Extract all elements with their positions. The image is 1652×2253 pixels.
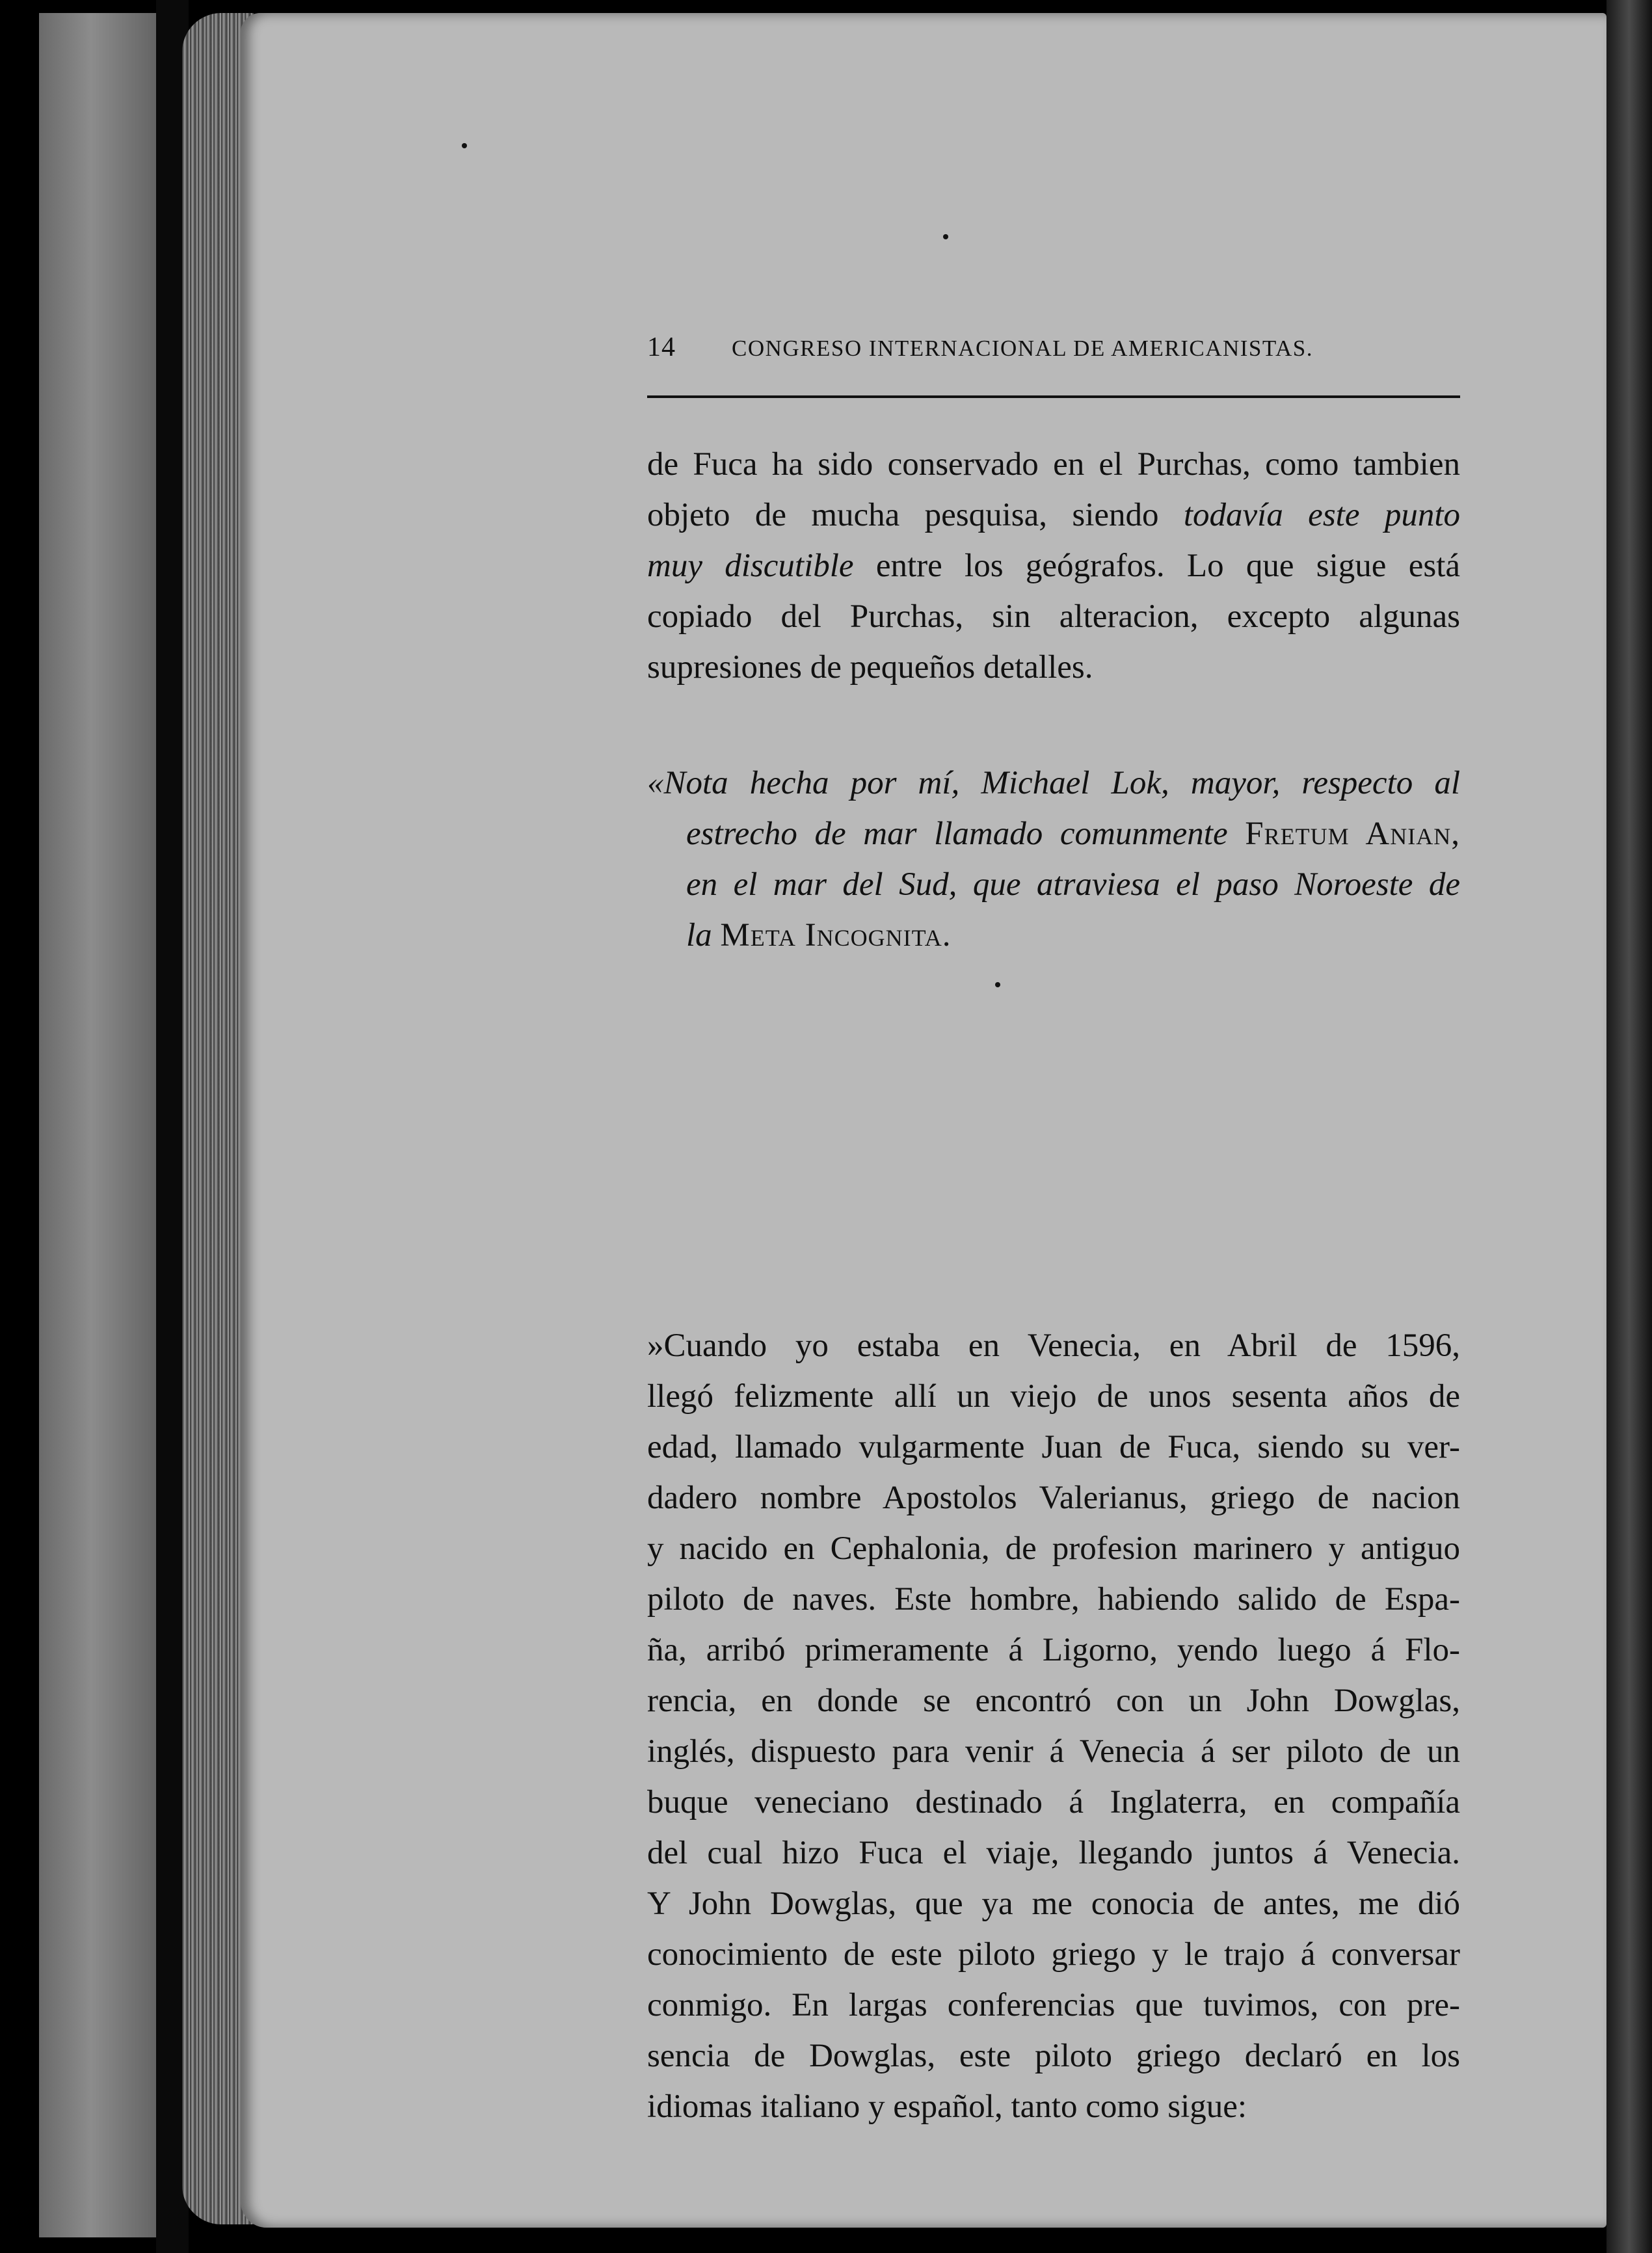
small-caps-run: Fretum Anian, [1245,816,1460,852]
text-line: »Cuando yo estaba en Venecia, en Abril de 1596, [647,1327,1460,1364]
paragraph-intro [647,439,1460,693]
text-line: en el mar del Sud, que atraviesa el paso Noroeste de [686,866,1460,903]
text-line: rencia, en donde se encontró con un John Dowglas, [647,1683,1460,1719]
text-line [647,540,1460,591]
text-line: «Nota hecha por mí, Michael Lok, mayor, respecto al [647,765,1460,801]
dust-speck [943,234,948,239]
text-line [647,808,1460,859]
text-line: idiomas italiano y español, tanto como sigue: [647,2088,1247,2125]
paragraph-narrative [647,1320,1460,2132]
running-head-title: CONGRESO INTERNACIONAL DE AMERICANISTAS. [732,336,1313,361]
text-line: conmigo. En largas conferencias que tuvimos, con pre- [647,1987,1460,2023]
paragraph-quote-heading [647,758,1460,961]
text-line [647,910,1460,961]
page-number: 14 [647,332,676,362]
text-line: piloto de naves. Este hombre, habiendo salido de Espa- [647,1581,1460,1618]
text-line: de Fuca ha sido conservado en el Purchas, como tambien [647,446,1460,483]
text-line: llegó felizmente allí un viejo de unos sesenta años de [647,1378,1460,1415]
running-head [647,325,1467,371]
text-line: Y John Dowglas, que ya me conocia de antes, me dió [647,1886,1460,1922]
page-text-block [647,325,1467,2125]
text-run: entre los geógrafos. Lo que sigue está [853,548,1460,584]
book-edge-outer [39,13,169,2237]
text-run: objeto de mucha pesquisa, siendo [647,497,1184,533]
text-line: del cual hizo Fuca el viaje, llegando juntos á Venecia. [647,1835,1460,1871]
book-right-edge [1606,0,1652,2253]
text-line: buque veneciano destinado á Inglaterra, en compañía [647,1784,1460,1820]
italic-run: la [686,917,721,953]
text-line: edad, llamado vulgarmente Juan de Fuca, siendo su ver- [647,1429,1460,1465]
small-caps-run: Meta Incognita. [720,917,952,953]
text-line [647,490,1460,540]
italic-run: muy discutible [647,548,854,584]
text-line: supresiones de pequeños detalles. [647,649,1093,686]
text-line: copiado del Purchas, sin alteracion, excepto algunas [647,598,1460,635]
italic-run: todavía este punto [1183,497,1460,533]
text-line: dadero nombre Apostolos Valerianus, griego de nacion [647,1480,1460,1516]
dust-speck [462,143,467,148]
text-line: sencia de Dowglas, este piloto griego declaró en los [647,2038,1460,2074]
italic-run: estrecho de mar llamado comunmente [686,816,1246,852]
text-line: inglés, dispuesto para venir á Venecia á ser piloto de un [647,1733,1460,1770]
text-line: ña, arribó primeramente á Ligorno, yendo luego á Flo- [647,1632,1460,1668]
text-line: y nacido en Cephalonia, de profesion marinero y antiguo [647,1530,1460,1567]
header-rule [647,395,1460,398]
dust-speck [995,982,1000,987]
text-line: conocimiento de este piloto griego y le trajo á conversar [647,1936,1460,1973]
